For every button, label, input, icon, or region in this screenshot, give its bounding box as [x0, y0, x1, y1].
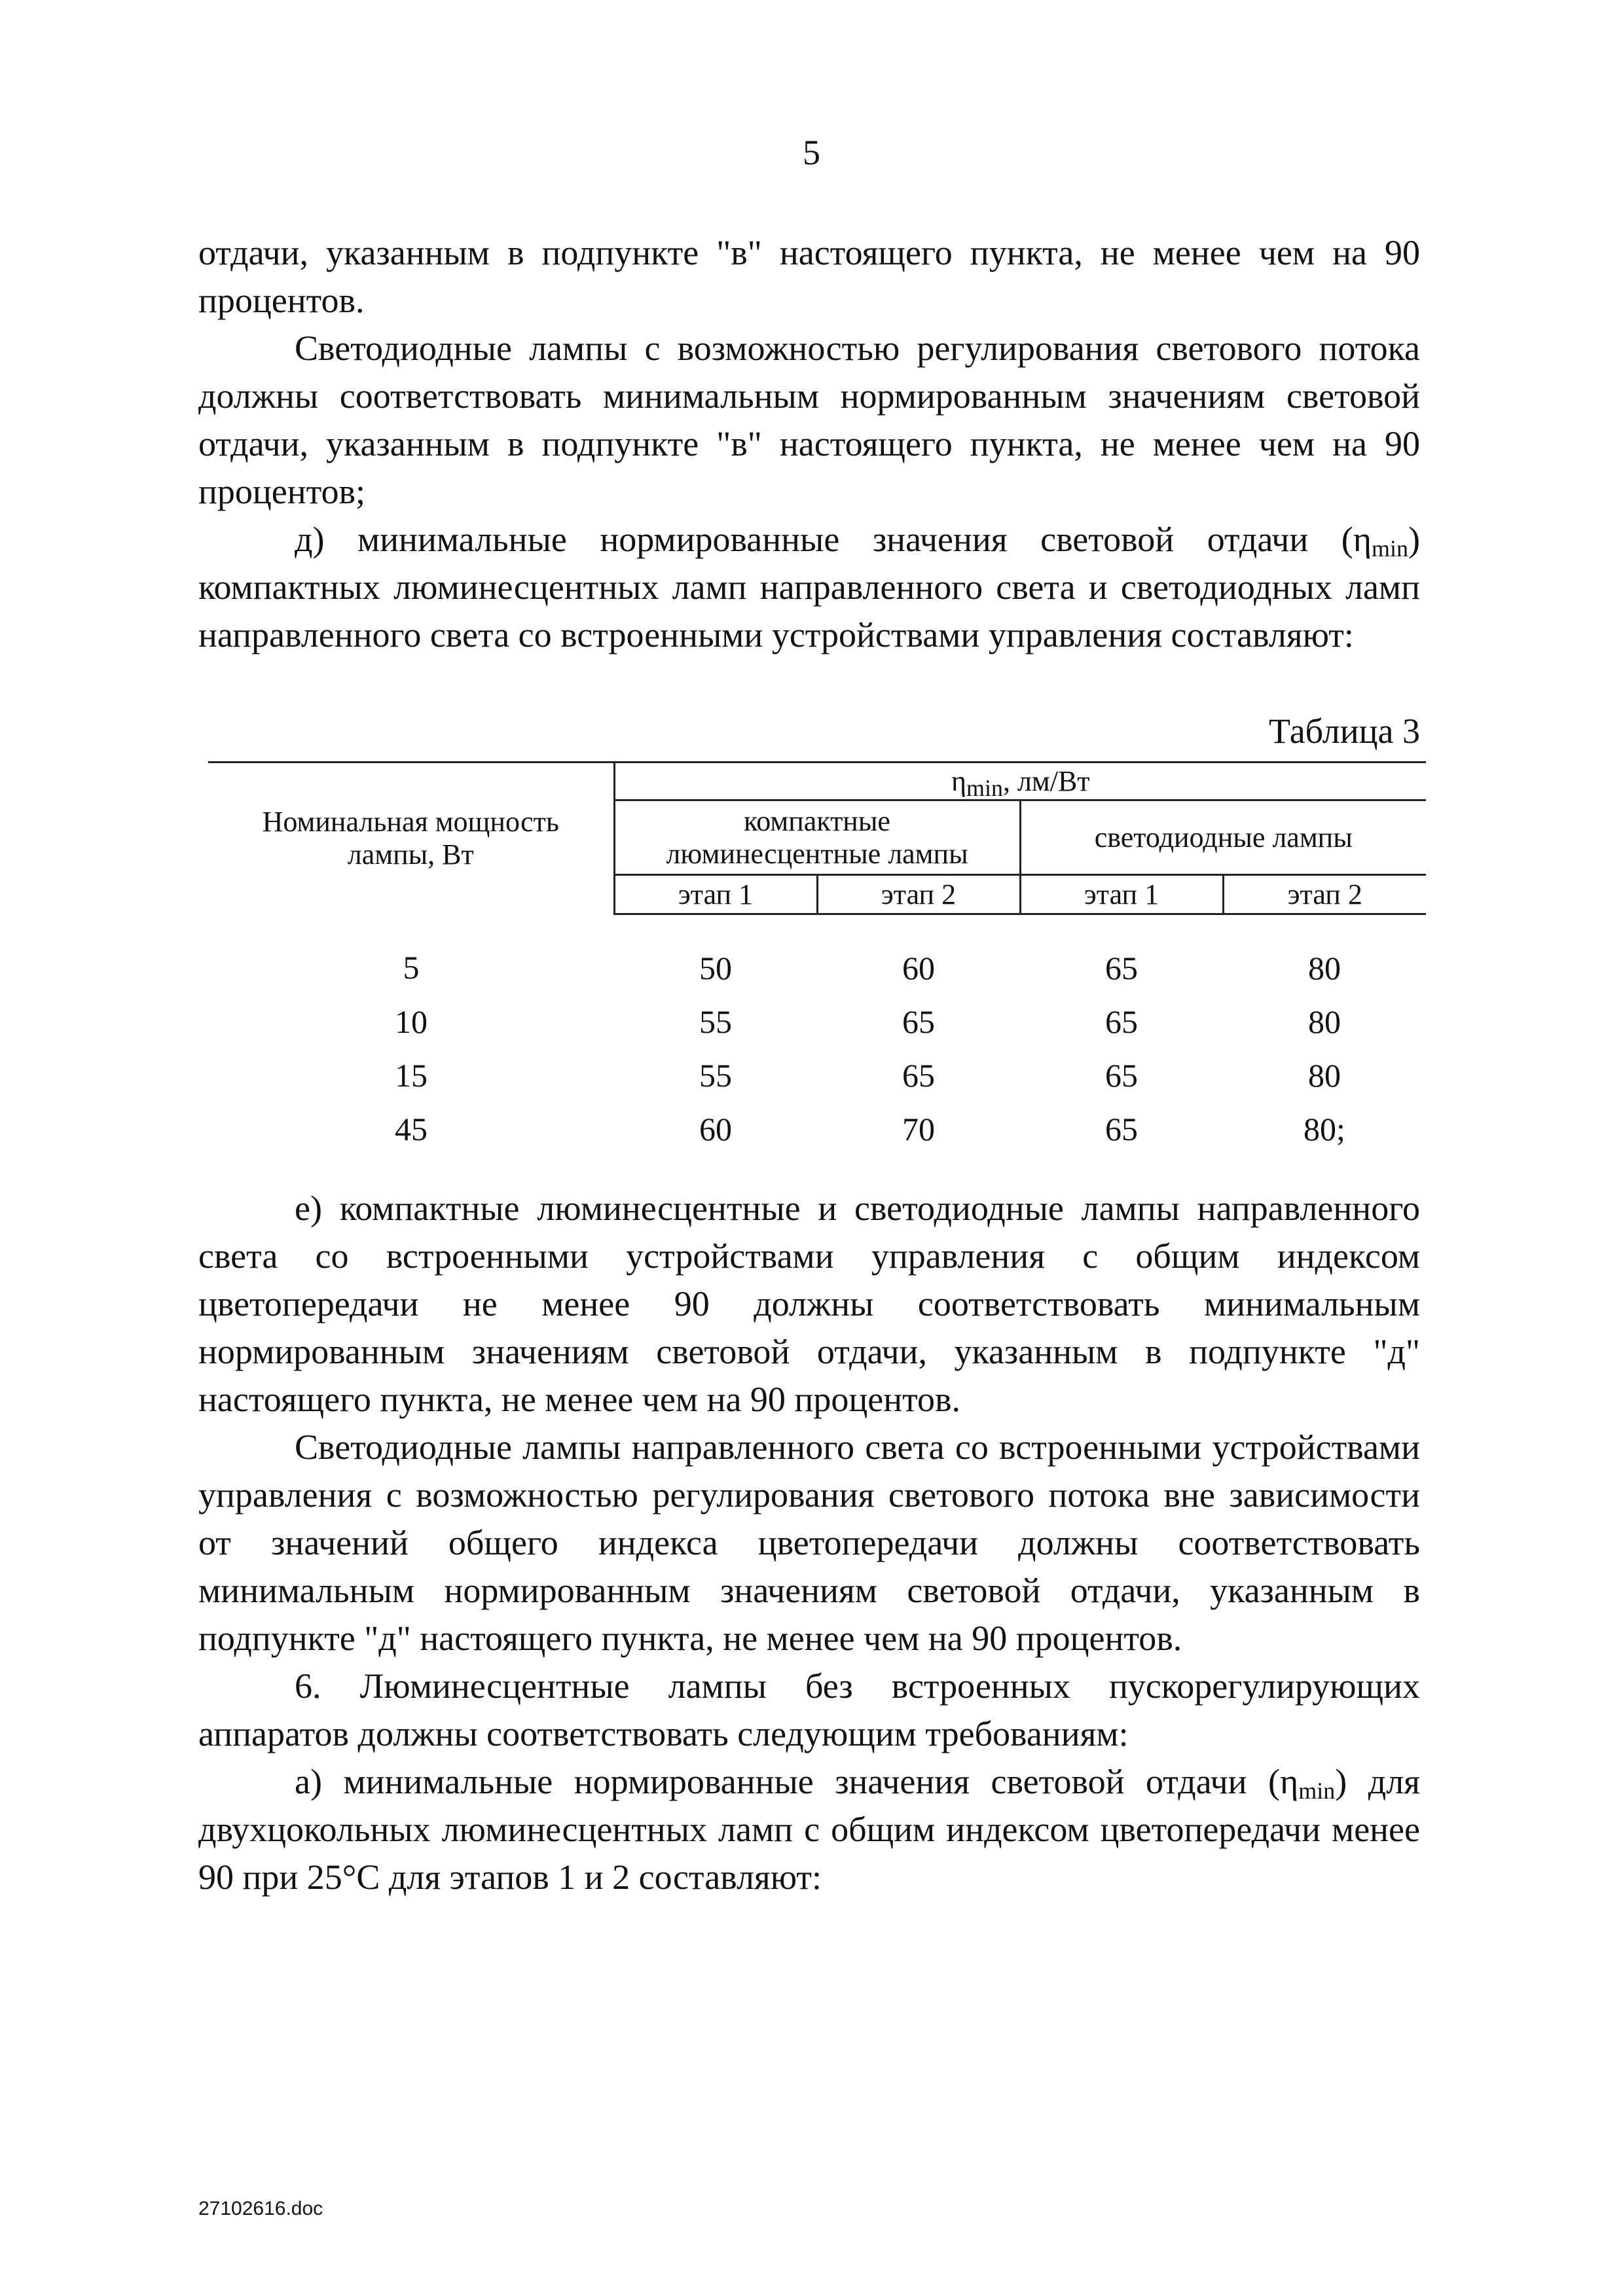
item-d-text-start: д) минимальные нормированные значения световой отдачи (η [295, 520, 1372, 559]
table-row [208, 995, 1426, 1049]
paragraph-item-d [198, 516, 1420, 659]
cell-cfl-stage-1: 55 [699, 1057, 732, 1094]
column-header-led-stage-2: этап 2 [1223, 875, 1426, 914]
table-row [208, 914, 1426, 996]
item-a-text-start: а) минимальные нормированные значения световой отдачи (η [295, 1762, 1299, 1801]
paragraph-item-a [198, 1758, 1420, 1901]
cell-power: 45 [395, 1111, 428, 1147]
table-caption: Таблица 3 [1269, 711, 1420, 751]
paragraph-led-dimmable: Светодиодные лампы с возможностью регулирования светового потока должны соответствовать минимальным нормированным значениям световой отдачи, указанным в подпункте "в" настоящего пункта, не менее чем на 90 процентов; [198, 329, 1420, 511]
eta-unit: , лм/Вт [1002, 764, 1090, 797]
cell-led-stage-2: 80 [1308, 950, 1341, 986]
cell-led-stage-2: 80; [1304, 1111, 1345, 1147]
cell-cfl-stage-1: 60 [699, 1111, 732, 1147]
item-a-text-end: ) для двухцокольных люминесцентных ламп с общим индексом цветопередачи менее 90 при 25°С для этапов 1 и 2 составляют: [198, 1762, 1420, 1897]
column-header-power: Номинальная мощность лампы, Вт [208, 762, 614, 914]
footer-filename: 27102616.doc [198, 2198, 323, 2219]
column-group-led: светодиодные лампы [1020, 800, 1426, 875]
column-header-led-stage-1: этап 1 [1020, 875, 1223, 914]
cell-cfl-stage-2: 65 [902, 1003, 935, 1040]
eta-subscript: min [1372, 535, 1409, 562]
cell-led-stage-1: 65 [1105, 1003, 1138, 1040]
paragraph-section-6: 6. Люминесцентные лампы без встроенных пускорегулирующих аппаратов должны соответствовать следующим требованиям: [198, 1666, 1420, 1753]
cell-cfl-stage-2: 65 [902, 1057, 935, 1094]
paragraph-continuation: отдачи, указанным в подпункте "в" настоящего пункта, не менее чем на 90 процентов. [198, 233, 1420, 320]
cell-led-stage-1: 65 [1105, 1057, 1138, 1094]
cell-power: 15 [395, 1057, 428, 1094]
page-number: 5 [803, 133, 820, 172]
item-d-text-end: ) компактных люминесцентных ламп направленного света и светодиодных ламп направленного света со встроенными устройствами управления составляют: [198, 520, 1420, 655]
cell-led-stage-1: 65 [1105, 950, 1138, 986]
text-block-top [198, 229, 1420, 659]
column-header-cfl-stage-2: этап 2 [817, 875, 1020, 914]
cell-led-stage-2: 80 [1308, 1057, 1341, 1094]
eta-subscript: min [966, 774, 1003, 801]
paragraph-item-e: е) компактные люминесцентные и светодиодные лампы направленного света со встроенными устройствами управления с общим индексом цветопередачи не менее 90 должны соответствовать минимальным нормированным значениям световой отдачи, указанным в подпункте "д" настоящего пункта, не менее чем на 90 процентов. [198, 1189, 1420, 1419]
column-header-cfl-stage-1: этап 1 [614, 875, 817, 914]
eta-symbol: η [951, 764, 966, 797]
paragraph-led-directional-dimmable: Светодиодные лампы направленного света со встроенными устройствами управления с возможностью регулирования светового потока вне зависимости от значений общего индекса цветопередачи должны соответствовать минимальным нормированным значениям световой отдачи, указанным в подпункте "д" настоящего пункта, не менее чем на 90 процентов. [198, 1427, 1420, 1658]
cell-cfl-stage-2: 60 [902, 950, 935, 986]
cell-power: 10 [395, 1003, 428, 1040]
efficacy-table [208, 761, 1426, 1156]
column-header-eta [614, 762, 1426, 800]
eta-subscript: min [1298, 1778, 1336, 1804]
table-row [208, 1049, 1426, 1102]
text-block-bottom [198, 1185, 1420, 1901]
cell-cfl-stage-1: 55 [699, 1003, 732, 1040]
cell-cfl-stage-1: 50 [699, 950, 732, 986]
cell-led-stage-1: 65 [1105, 1111, 1138, 1147]
column-group-cfl: компактные люминесцентные лампы [614, 800, 1020, 875]
cell-power: 5 [403, 949, 420, 986]
cell-cfl-stage-2: 70 [902, 1111, 935, 1147]
table-row [208, 1102, 1426, 1156]
cell-led-stage-2: 80 [1308, 1003, 1341, 1040]
